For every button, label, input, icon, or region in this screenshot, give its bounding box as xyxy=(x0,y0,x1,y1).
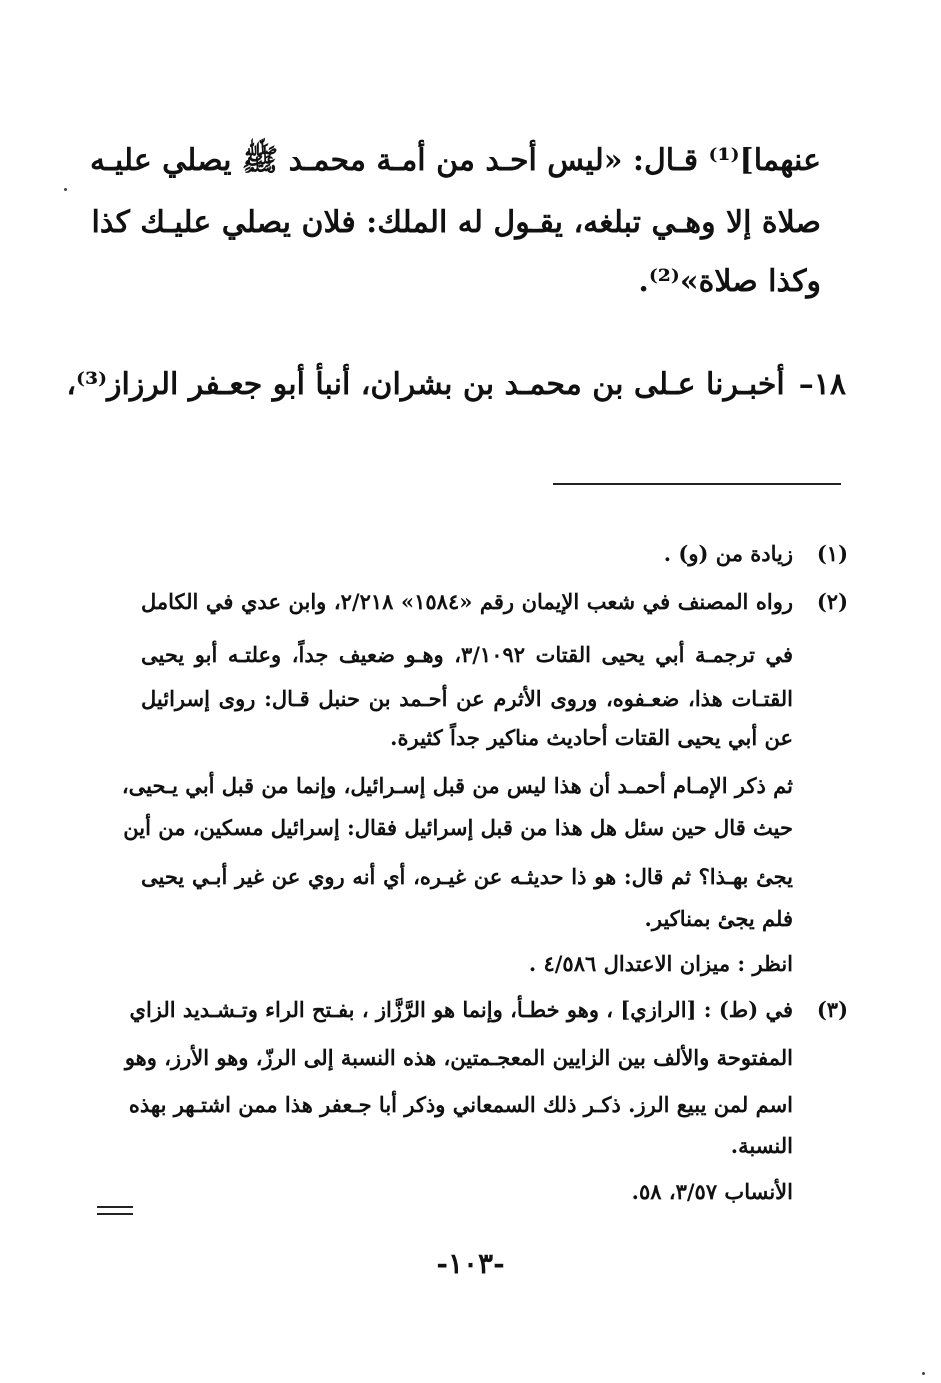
main-text-line-1: عنهما]⁽¹⁾ قـال: «ليس أحـد من أمـة محمـد ﷺ يصلي عليـه xyxy=(89,143,821,178)
footnote-2-line: رواه المصنف في شعب الإيمان رقم «١٥٨٤» ٢/٢١٨، وابن عدي في الكامل xyxy=(141,589,794,614)
footnote-2-line: ثم ذكر الإمـام أحمـد أن هذا ليس من قبل إسـرائيل، وإنما من قبل أبي يـحيى، xyxy=(121,773,793,798)
footnote-separator xyxy=(553,483,841,485)
footnote-2-line: في ترجمـة أبي يحيى القتات ٣/١٠٩٢، وهـو ضعيف جداً، وعلتـه أبو يحيى xyxy=(141,642,793,667)
footnote-3-marker: (٣) xyxy=(816,997,848,1022)
footnote-1-marker: (١) xyxy=(816,541,848,566)
page-number: -١٠٣- xyxy=(436,1247,505,1280)
footnote-3-line: النسبة. xyxy=(730,1133,793,1158)
footnote-2-line: فلم يجئ بمناكير. xyxy=(644,906,793,931)
footnote-3-line: اسم لمن يبيع الرز. ذكـر ذلك السمعاني وذكر أبا جـعفر هذا ممن اشتـهر بهذه xyxy=(128,1092,793,1117)
footnote-3-line: المفتوحة والألف بين الزايين المعجـمتين، هذه النسبة إلى الرزّ، وهو الأرز، وهو xyxy=(124,1045,793,1070)
footnote-2-line: حيث قال حين سئل هل هذا من قبل إسرائيل فقال: إسرائيل مسكين، من أين xyxy=(123,815,793,840)
main-text-line-3: وكذا صلاة»⁽²⁾. xyxy=(638,264,821,299)
footnote-3-line: في (ط) : [الرازي] ، وهو خطـأ، وإنما هو الرَّزَّاز ، بفـتح الراء وتـشـديد الزاي xyxy=(129,997,793,1022)
hadith-line xyxy=(66,367,846,402)
main-text-line-2: صلاة إلا وهـي تبلغه، يقـول له الملك: فلان يصلي عليـك كذا xyxy=(91,205,821,240)
footnote-2-line: القتـات هذا، ضعـفوه، وروى الأثرم عن أحـمد بن حنبل قـال: روى إسرائيل xyxy=(141,686,793,711)
footnote-2-marker: (٢) xyxy=(816,589,848,614)
hadith-number: ١٨– xyxy=(798,367,846,402)
footnote-1-line: زيادة من (و) . xyxy=(663,541,793,566)
footnote-3-line: الأنساب ٣/٥٧، ٥٨. xyxy=(631,1179,793,1204)
scan-speck xyxy=(64,188,67,191)
scan-speck xyxy=(922,1372,925,1375)
footnote-2-line: انظر : ميزان الاعتدال ٤/٥٨٦ . xyxy=(528,951,793,976)
hadith-text: أخبـرنا عـلى بن محمـد بن بشران، أنبأ أبو جعـفر الرزاز⁽³⁾، xyxy=(66,367,785,402)
footnote-2-line: يجئ بهـذا؟ ثم قال: هو ذا حديثـه عن غيـره، أي أنه روي عن غير أبـي يحيى xyxy=(141,864,793,889)
footnote-2-line: عن أبي يحيى القتات أحاديث مناكير جداً كثيرة. xyxy=(390,725,793,750)
section-end-mark xyxy=(97,1206,133,1220)
